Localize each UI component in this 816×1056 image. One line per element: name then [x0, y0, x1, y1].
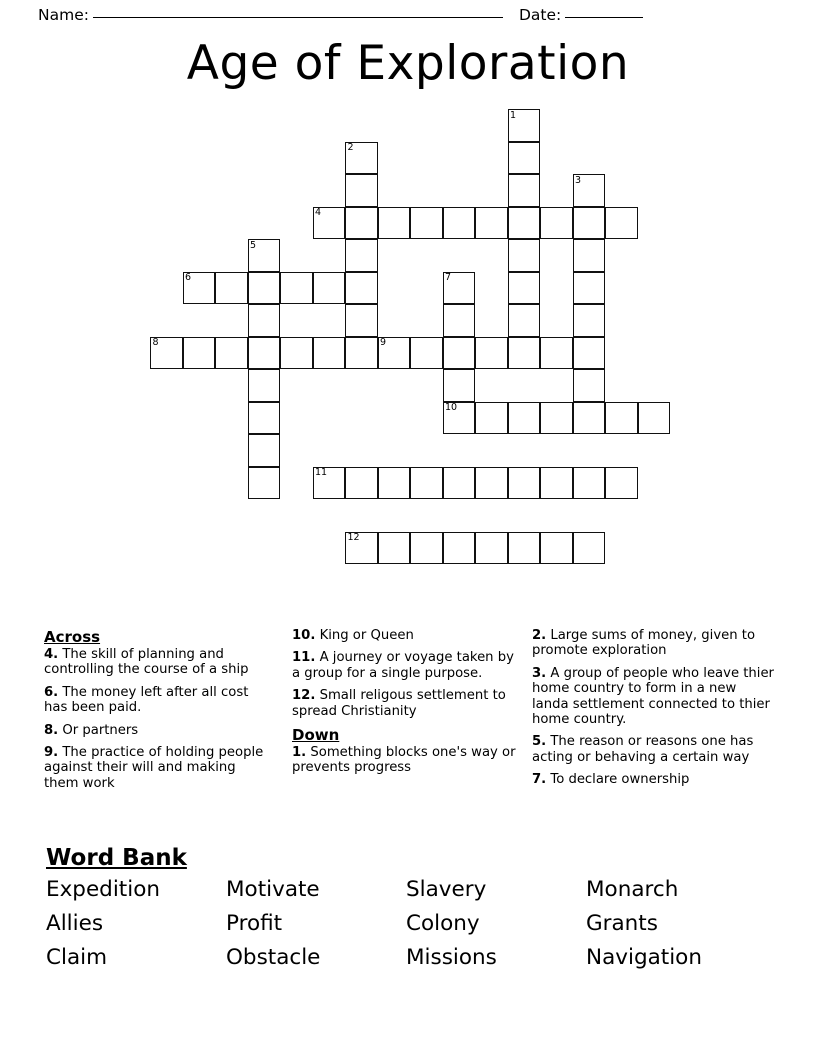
clues-column-3	[532, 628, 776, 795]
crossword-cell[interactable]	[475, 337, 508, 370]
crossword-cell[interactable]	[248, 467, 281, 500]
date-label: Date:	[518, 6, 562, 24]
word-bank-word: Monarch	[586, 877, 679, 902]
clue-across-8	[44, 723, 272, 738]
crossword-cell[interactable]	[605, 207, 638, 240]
crossword-cell[interactable]	[508, 304, 541, 337]
crossword-cell[interactable]	[573, 369, 606, 402]
crossword-cell-number: 6	[185, 272, 192, 283]
crossword-cell[interactable]	[573, 272, 606, 305]
clue-down-2	[532, 628, 776, 659]
crossword-cell-number: 12	[347, 532, 360, 543]
crossword-cell[interactable]	[378, 207, 411, 240]
crossword-cell[interactable]	[345, 304, 378, 337]
crossword-cell[interactable]	[540, 337, 573, 370]
crossword-cell-number: 10	[445, 402, 458, 413]
crossword-cell[interactable]	[248, 272, 281, 305]
clue-down-7	[532, 772, 776, 787]
crossword-cell-number: 8	[152, 337, 159, 348]
clue-text: The money left after all cost has been paid.	[44, 684, 249, 716]
down-heading: Down	[292, 726, 340, 745]
crossword-cell[interactable]	[345, 467, 378, 500]
crossword-cell[interactable]	[508, 337, 541, 370]
crossword-cell[interactable]	[573, 239, 606, 272]
crossword-cell[interactable]	[508, 207, 541, 240]
clue-text: A group of people who leave thier home country to form in a new landa settlement connected to thier home country.	[532, 665, 774, 728]
crossword-cell[interactable]	[215, 272, 248, 305]
crossword-cell[interactable]	[443, 467, 476, 500]
crossword-cell[interactable]	[475, 467, 508, 500]
word-bank-word: Grants	[586, 911, 658, 936]
crossword-cell[interactable]	[410, 207, 443, 240]
clue-across-12	[292, 688, 518, 719]
clue-number: 9.	[44, 745, 59, 761]
across-heading: Across	[44, 628, 101, 646]
crossword-cell[interactable]	[280, 272, 313, 305]
clue-text: Small religous settlement to spread Christianity	[292, 688, 506, 719]
crossword-cell[interactable]	[345, 207, 378, 240]
word-bank-word: Allies	[46, 911, 104, 936]
clues-column-1	[44, 628, 272, 798]
clue-number: 4.	[44, 647, 59, 662]
word-bank-word: Navigation	[586, 945, 702, 970]
crossword-cell[interactable]	[313, 272, 346, 305]
crossword-cell[interactable]	[410, 532, 443, 565]
crossword-cell[interactable]	[475, 402, 508, 435]
clue-text: Something blocks one's way or prevents progress	[292, 745, 516, 776]
crossword-cell-number: 5	[250, 239, 257, 251]
word-bank-word: Missions	[406, 945, 497, 970]
crossword-cell-number: 9	[380, 337, 387, 348]
clue-number: 1.	[292, 745, 307, 761]
clue-text: The practice of holding people against their will and making them work	[44, 745, 264, 791]
clue-across-11	[292, 650, 518, 681]
crossword-cell[interactable]	[378, 532, 411, 565]
crossword-cell[interactable]	[508, 272, 541, 305]
crossword-cell[interactable]	[313, 467, 346, 500]
crossword-cell[interactable]	[313, 337, 346, 370]
crossword-cell[interactable]	[508, 532, 541, 565]
clue-down-3	[532, 666, 776, 728]
crossword-cell[interactable]	[638, 402, 671, 435]
clue-text: King or Queen	[315, 628, 414, 643]
crossword-cell[interactable]	[475, 532, 508, 565]
crossword-cell[interactable]	[605, 402, 638, 435]
crossword-cell[interactable]	[410, 467, 443, 500]
page-title: Age of Exploration	[186, 36, 630, 91]
clue-number: 5.	[532, 734, 547, 750]
clue-number: 11.	[292, 650, 316, 666]
clue-number: 10.	[292, 628, 316, 643]
word-bank-word: Claim	[46, 945, 108, 970]
crossword-cell[interactable]	[605, 467, 638, 500]
word-bank-title: Word Bank	[46, 845, 187, 871]
clue-text: To declare ownership	[546, 772, 690, 788]
clue-number: 12.	[292, 688, 316, 704]
clue-text: The reason or reasons one has acting or behaving a certain way	[532, 734, 754, 765]
crossword-cell[interactable]	[150, 337, 183, 370]
name-label: Name:	[38, 6, 89, 24]
crossword-cell[interactable]	[345, 532, 378, 565]
crossword-cell[interactable]	[540, 532, 573, 565]
crossword-cell-number: 4	[315, 207, 322, 218]
crossword-cell[interactable]	[573, 174, 606, 207]
crossword-cell[interactable]	[378, 337, 411, 370]
crossword-cell[interactable]	[443, 207, 476, 240]
clue-number: 6.	[44, 684, 59, 700]
crossword-cell[interactable]	[573, 532, 606, 565]
crossword-cell[interactable]	[248, 369, 281, 402]
crossword-cell[interactable]	[443, 402, 476, 435]
clue-text: Large sums of money, given to promote exploration	[532, 628, 756, 659]
crossword-cell[interactable]	[183, 337, 216, 370]
crossword-cell[interactable]	[508, 142, 541, 175]
crossword-cell[interactable]	[313, 207, 346, 240]
clue-number: 3.	[532, 665, 547, 681]
crossword-cell[interactable]	[345, 239, 378, 272]
word-bank-section	[46, 845, 776, 972]
clue-across-9	[44, 745, 272, 791]
crossword-cell[interactable]	[508, 174, 541, 207]
crossword-cell[interactable]	[573, 304, 606, 337]
crossword-cell[interactable]	[183, 272, 216, 305]
word-bank-word: Slavery	[406, 877, 487, 902]
clue-down-5	[532, 734, 776, 765]
clue-text: A journey or voyage taken by a group for a single purpose.	[292, 650, 514, 681]
clue-across-10	[292, 628, 518, 643]
crossword-cell[interactable]	[443, 369, 476, 402]
crossword-cell[interactable]	[280, 337, 313, 370]
clue-text: The skill of planning and controlling the course of a ship	[44, 647, 249, 678]
crossword-cell-number: 11	[315, 467, 328, 478]
crossword-cell[interactable]	[508, 239, 541, 272]
clues-section	[44, 628, 776, 838]
crossword-cell[interactable]	[540, 402, 573, 435]
crossword-cell[interactable]	[573, 402, 606, 435]
crossword-cell[interactable]	[410, 337, 443, 370]
crossword-cell[interactable]	[248, 239, 281, 272]
crossword-cell[interactable]	[248, 402, 281, 435]
crossword-cell[interactable]	[573, 337, 606, 370]
word-bank-word: Obstacle	[226, 945, 321, 970]
crossword-cell[interactable]	[573, 467, 606, 500]
clue-number: 7.	[532, 772, 547, 788]
word-bank-word: Colony	[406, 911, 480, 936]
crossword-cell[interactable]	[378, 467, 411, 500]
crossword-cell[interactable]	[345, 337, 378, 370]
crossword-cell[interactable]	[508, 402, 541, 435]
word-bank-word: Expedition	[46, 877, 160, 902]
clue-number: 2.	[532, 628, 547, 643]
crossword-cell[interactable]	[345, 272, 378, 305]
crossword-cell[interactable]	[540, 207, 573, 240]
word-bank-list	[46, 875, 776, 972]
crossword-cell-number: 7	[445, 272, 452, 283]
crossword-cell[interactable]	[248, 304, 281, 337]
crossword-cell[interactable]	[540, 467, 573, 500]
crossword-cell[interactable]	[443, 532, 476, 565]
crossword-cell[interactable]	[345, 174, 378, 207]
crossword-cell[interactable]	[248, 434, 281, 467]
crossword-cell[interactable]	[443, 337, 476, 370]
crossword-cell-number: 1	[510, 109, 517, 121]
crossword-cell[interactable]	[248, 337, 281, 370]
word-bank-word: Motivate	[226, 877, 320, 902]
crossword-cell[interactable]	[345, 142, 378, 175]
crossword-cell-number: 3	[575, 174, 582, 186]
crossword-cell[interactable]	[215, 337, 248, 370]
crossword-cell[interactable]	[475, 207, 508, 240]
clue-number: 8.	[44, 722, 59, 738]
crossword-cell[interactable]	[573, 207, 606, 240]
word-bank-word: Profit	[226, 911, 283, 936]
crossword-cell[interactable]	[443, 304, 476, 337]
crossword-cell-number: 2	[347, 142, 354, 153]
crossword-cell[interactable]	[508, 467, 541, 500]
clue-across-4	[44, 647, 272, 678]
clue-across-6	[44, 685, 272, 716]
clue-text: Or partners	[58, 722, 139, 738]
clues-column-2	[292, 628, 518, 783]
clue-down-1	[292, 745, 518, 776]
crossword-cell[interactable]	[508, 109, 541, 142]
crossword-cell[interactable]	[443, 272, 476, 305]
